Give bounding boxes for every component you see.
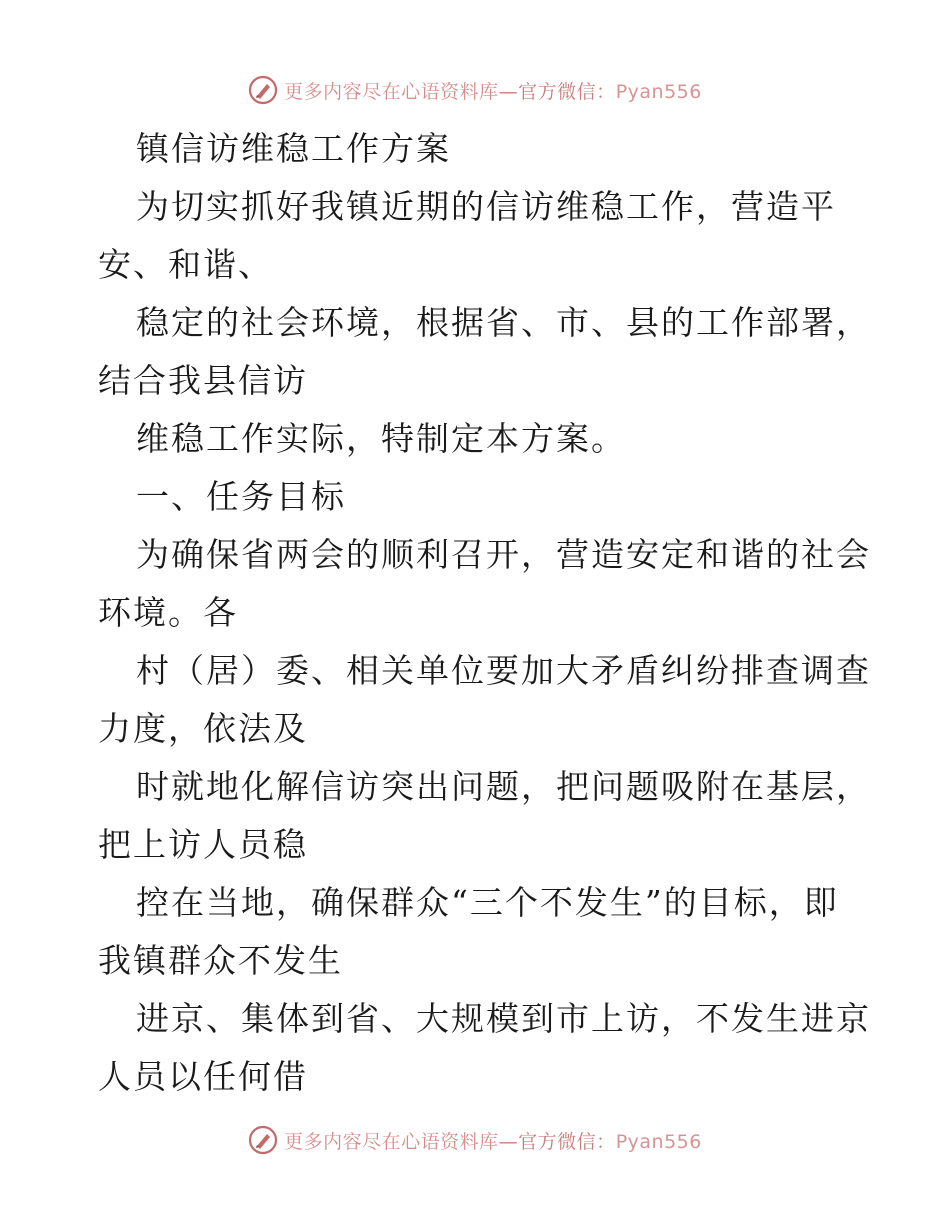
paragraph-line: 结合我县信访	[98, 361, 308, 400]
watermark-text: 更多内容尽在心语资料库—官方微信：Pyan556	[284, 1130, 702, 1153]
paragraph-line: 稳定的社会环境，根据省、市、县的工作部署，	[136, 303, 871, 342]
paragraph-line: 时就地化解信访突出问题，把问题吸附在基层，	[136, 767, 871, 806]
paragraph-line: 为确保省两会的顺利召开，营造安定和谐的社会	[136, 535, 871, 574]
document-body	[98, 120, 871, 1106]
paragraph-line: 人员以任何借	[98, 1057, 308, 1096]
paragraph-line: 控在当地，确保群众“三个不发生”的目标，即	[136, 883, 839, 922]
paragraph-line: 村（居）委、相关单位要加大矛盾纠纷排查调查	[136, 651, 871, 690]
paragraph-line: 力度，依法及	[98, 709, 308, 748]
paragraph-line: 我镇群众不发生	[98, 941, 343, 980]
section-heading: 一、任务目标	[136, 477, 346, 516]
paragraph-line: 进京、集体到省、大规模到市上访，不发生进京	[136, 999, 871, 1038]
paragraph-line: 维稳工作实际，特制定本方案。	[136, 419, 626, 458]
paragraph-line: 环境。各	[98, 593, 238, 632]
paragraph-line: 安、和谐、	[98, 245, 273, 284]
pen-logo-icon	[248, 1125, 278, 1155]
paragraph-line: 为切实抓好我镇近期的信访维稳工作，营造平	[136, 187, 836, 226]
pen-logo-icon	[248, 75, 278, 105]
watermark-text: 更多内容尽在心语资料库—官方微信：Pyan556	[284, 80, 702, 103]
paragraph-line: 把上访人员稳	[98, 825, 308, 864]
footer-watermark	[0, 1120, 950, 1160]
header-watermark	[0, 70, 950, 110]
document-title: 镇信访维稳工作方案	[136, 129, 451, 168]
